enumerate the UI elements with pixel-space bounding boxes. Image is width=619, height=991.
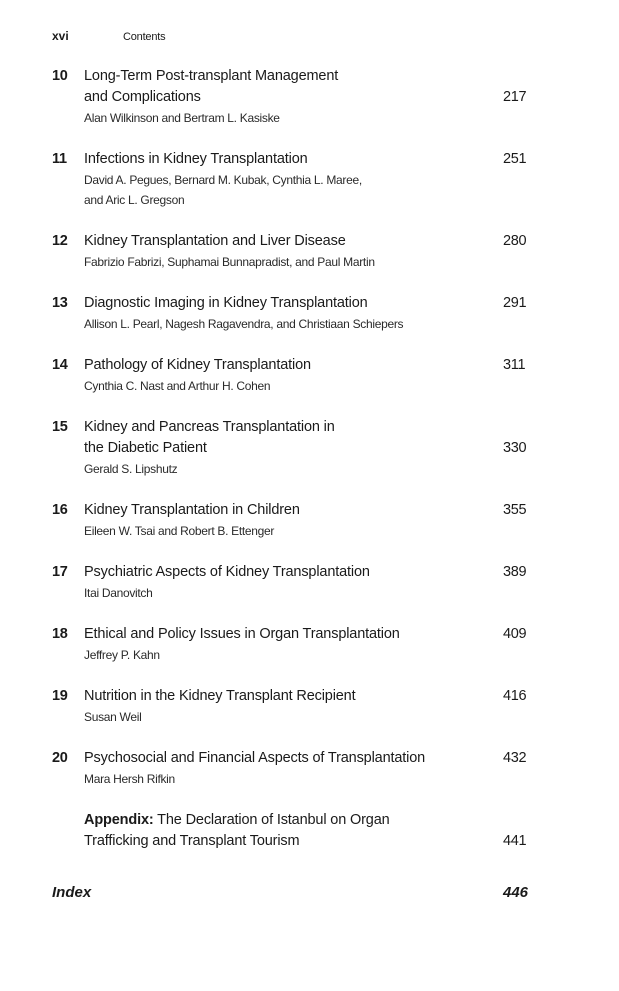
chapter-number: 20 [52,750,68,766]
chapter-authors: Gerald S. Lipshutz [84,462,178,476]
chapter-page-number: 389 [503,564,527,580]
chapter-title-line-2: and Complications [84,89,201,105]
chapter-title: Nutrition in the Kidney Transplant Recipient [84,688,356,704]
page-folio: xvi [52,29,69,43]
chapter-number: 13 [52,295,68,311]
running-head [52,28,165,45]
chapter-authors: Alan Wilkinson and Bertram L. Kasiske [84,111,280,125]
chapter-title: Kidney Transplantation and Liver Disease [84,233,346,249]
chapter-title: Ethical and Policy Issues in Organ Transplantation [84,626,400,642]
chapter-number: 10 [52,68,68,84]
toc-entry-chapter-10[interactable] [0,66,619,128]
toc-entry-chapter-15[interactable] [0,417,619,479]
chapter-authors: Allison L. Pearl, Nagesh Ragavendra, and Christiaan Schiepers [84,317,404,331]
chapter-title-line-1: Kidney and Pancreas Transplantation in [84,419,335,435]
chapter-title-line-2: the Diabetic Patient [84,440,207,456]
appendix-title-text: The Declaration of Istanbul on Organ [153,812,390,828]
chapter-number: 14 [52,357,68,373]
chapter-authors: Mara Hersh Rifkin [84,772,175,786]
chapter-number: 15 [52,419,68,435]
toc-entry-index[interactable] [52,882,528,904]
appendix-label: Appendix: [84,812,154,828]
chapter-title: Psychosocial and Financial Aspects of Transplantation [84,750,426,766]
toc-entry-chapter-11[interactable] [0,149,619,210]
chapter-page-number: 416 [503,688,527,704]
chapter-number: 17 [52,564,68,580]
toc-entry-chapter-14[interactable] [0,355,619,396]
chapter-title-line-1: Long-Term Post-transplant Management [84,68,339,84]
index-page-number: 446 [503,884,529,901]
chapter-authors: Eileen W. Tsai and Robert B. Ettenger [84,524,275,538]
chapter-number: 16 [52,502,68,518]
chapter-title: Psychiatric Aspects of Kidney Transplantation [84,564,370,580]
chapter-title: Kidney Transplantation in Children [84,502,300,518]
chapter-authors: Jeffrey P. Kahn [84,648,160,662]
chapter-authors: Fabrizio Fabrizi, Suphamai Bunnapradist, and Paul Martin [84,255,375,269]
toc-list [0,66,619,873]
toc-entry-chapter-13[interactable] [0,293,619,334]
toc-entry-chapter-16[interactable] [0,500,619,541]
chapter-page-number: 251 [503,151,527,167]
chapter-authors-line-2: and Aric L. Gregson [84,193,185,207]
toc-entry-chapter-20[interactable] [0,748,619,789]
chapter-number: 12 [52,233,68,249]
chapter-number: 11 [52,151,67,167]
chapter-title: Diagnostic Imaging in Kidney Transplantation [84,295,368,311]
chapter-title: Infections in Kidney Transplantation [84,151,308,167]
chapter-page-number: 280 [503,233,527,249]
toc-entry-chapter-12[interactable] [0,231,619,272]
chapter-number: 18 [52,626,68,642]
chapter-authors: Susan Weil [84,710,142,724]
chapter-authors: Cynthia C. Nast and Arthur H. Cohen [84,379,271,393]
toc-entry-chapter-18[interactable] [0,624,619,665]
chapter-page-number: 355 [503,502,527,518]
toc-entry-appendix[interactable] [0,810,619,852]
index-label: Index [52,884,92,901]
toc-entry-chapter-19[interactable] [0,686,619,727]
chapter-authors: Itai Danovitch [84,586,153,600]
chapter-page-number: 291 [503,295,527,311]
chapter-title: Pathology of Kidney Transplantation [84,357,311,373]
appendix-title-line-2: Trafficking and Transplant Tourism [84,833,300,849]
appendix-page-number: 441 [503,833,527,849]
chapter-page-number: 432 [503,750,527,766]
chapter-page-number: 217 [503,89,527,105]
chapter-authors-line-1: David A. Pegues, Bernard M. Kubak, Cynthia L. Maree, [84,173,362,187]
chapter-page-number: 311 [503,357,526,373]
chapter-page-number: 409 [503,626,527,642]
running-head-title: Contents [123,31,166,43]
toc-entry-chapter-17[interactable] [0,562,619,603]
appendix-title-line-1 [84,810,484,831]
chapter-page-number: 330 [503,440,527,456]
chapter-number: 19 [52,688,68,704]
